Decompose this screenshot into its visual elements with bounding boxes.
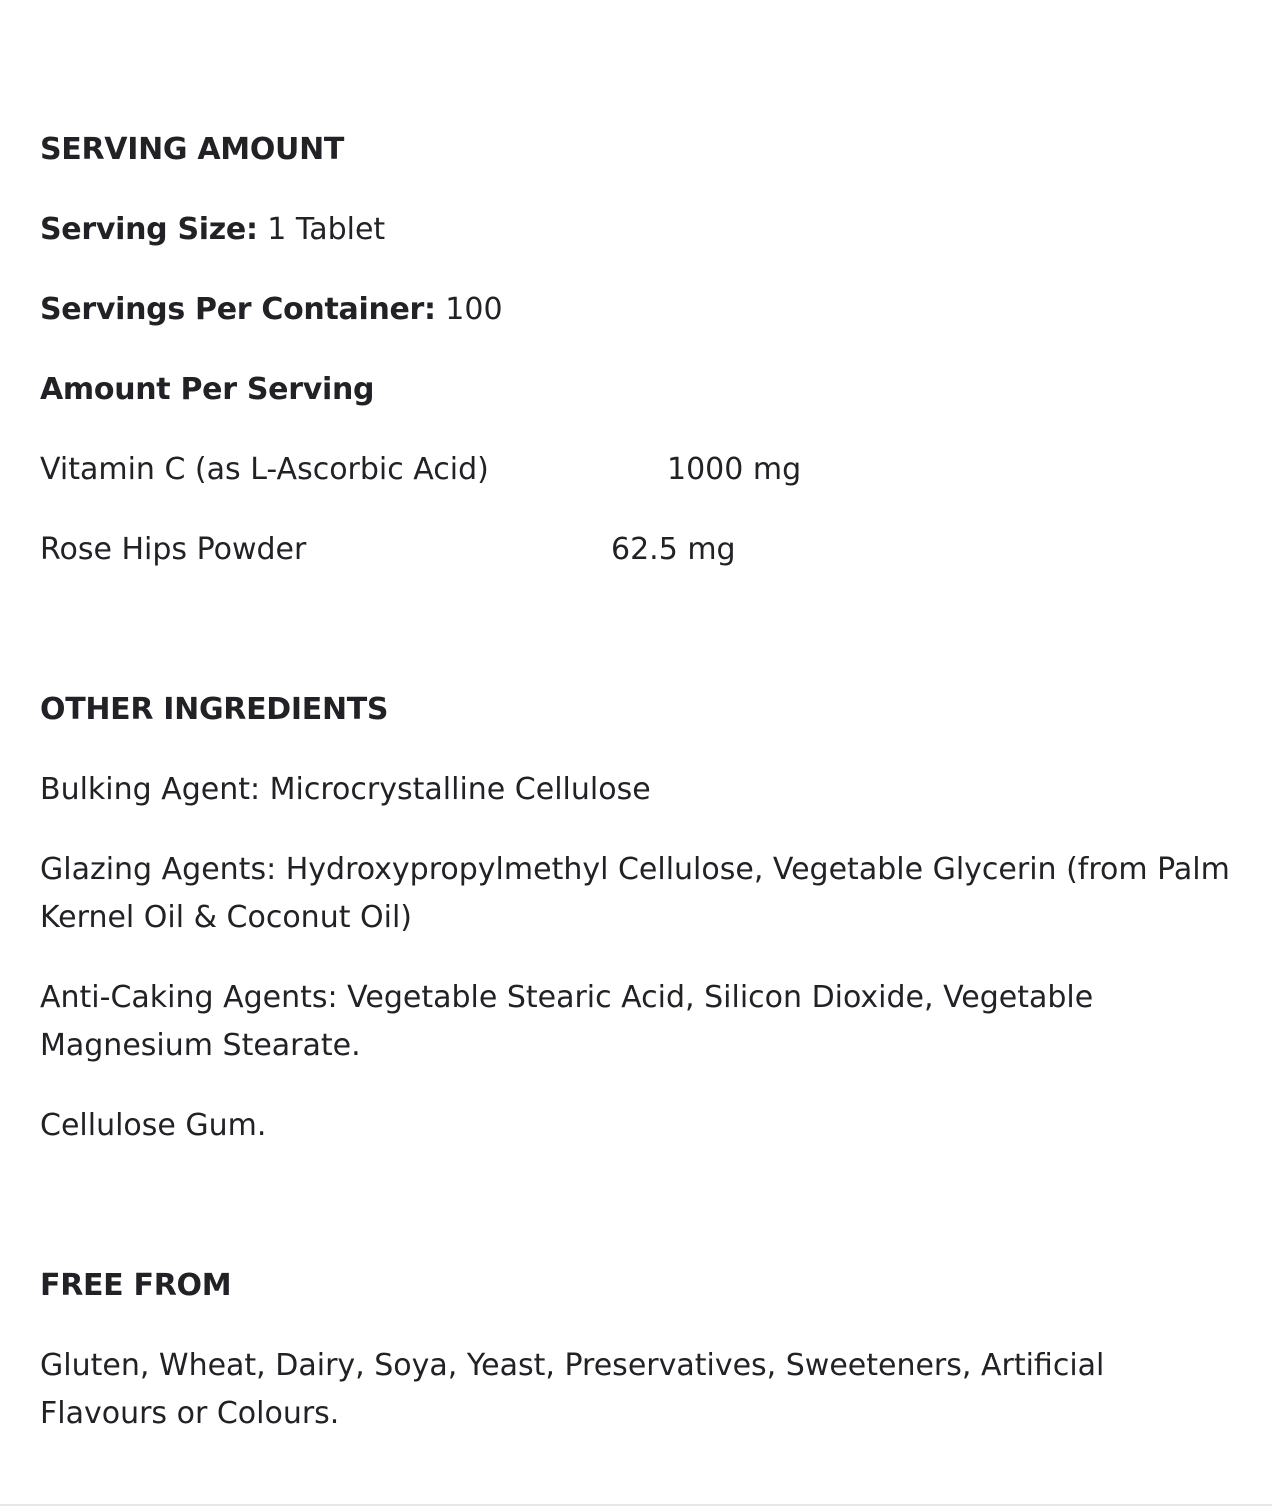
free-from-text: Gluten, Wheat, Dairy, Soya, Yeast, Preservatives, Sweeteners, Artificial Flavours or Colours.: [40, 1348, 1105, 1431]
amount-per-serving-heading: Amount Per Serving: [40, 372, 375, 407]
other-ingredients-heading: OTHER INGREDIENTS: [40, 692, 389, 727]
serving-amount-heading: SERVING AMOUNT: [40, 132, 345, 167]
ingredient-item: Glazing Agents: Hydroxypropylmethyl Cellulose, Vegetable Glycerin (from Palm Kernel Oil & Coconut Oil): [40, 852, 1230, 935]
ingredient-item: Bulking Agent: Microcrystalline Cellulose: [40, 772, 651, 807]
serving-size-label: Serving Size:: [40, 212, 258, 247]
servings-per-container-row: [40, 286, 503, 334]
servings-per-container-label: Servings Per Container:: [40, 292, 436, 327]
serving-size-row: [40, 206, 385, 254]
nutrient-row: [40, 526, 940, 574]
nutrient-name: Vitamin C (as L-Ascorbic Acid): [40, 452, 489, 487]
serving-size-value: 1 Tablet: [267, 212, 386, 247]
free-from-heading: FREE FROM: [40, 1268, 232, 1303]
ingredient-item: Cellulose Gum.: [40, 1108, 267, 1143]
nutrient-amount: 1000 mg: [667, 452, 802, 487]
ingredient-item: Anti-Caking Agents: Vegetable Stearic Acid, Silicon Dioxide, Vegetable Magnesium Stearate.: [40, 980, 1094, 1063]
nutrient-amount: 62.5 mg: [611, 532, 736, 567]
nutrient-name: Rose Hips Powder: [40, 532, 307, 567]
servings-per-container-value: 100: [445, 292, 503, 327]
nutrient-row: [40, 446, 940, 494]
